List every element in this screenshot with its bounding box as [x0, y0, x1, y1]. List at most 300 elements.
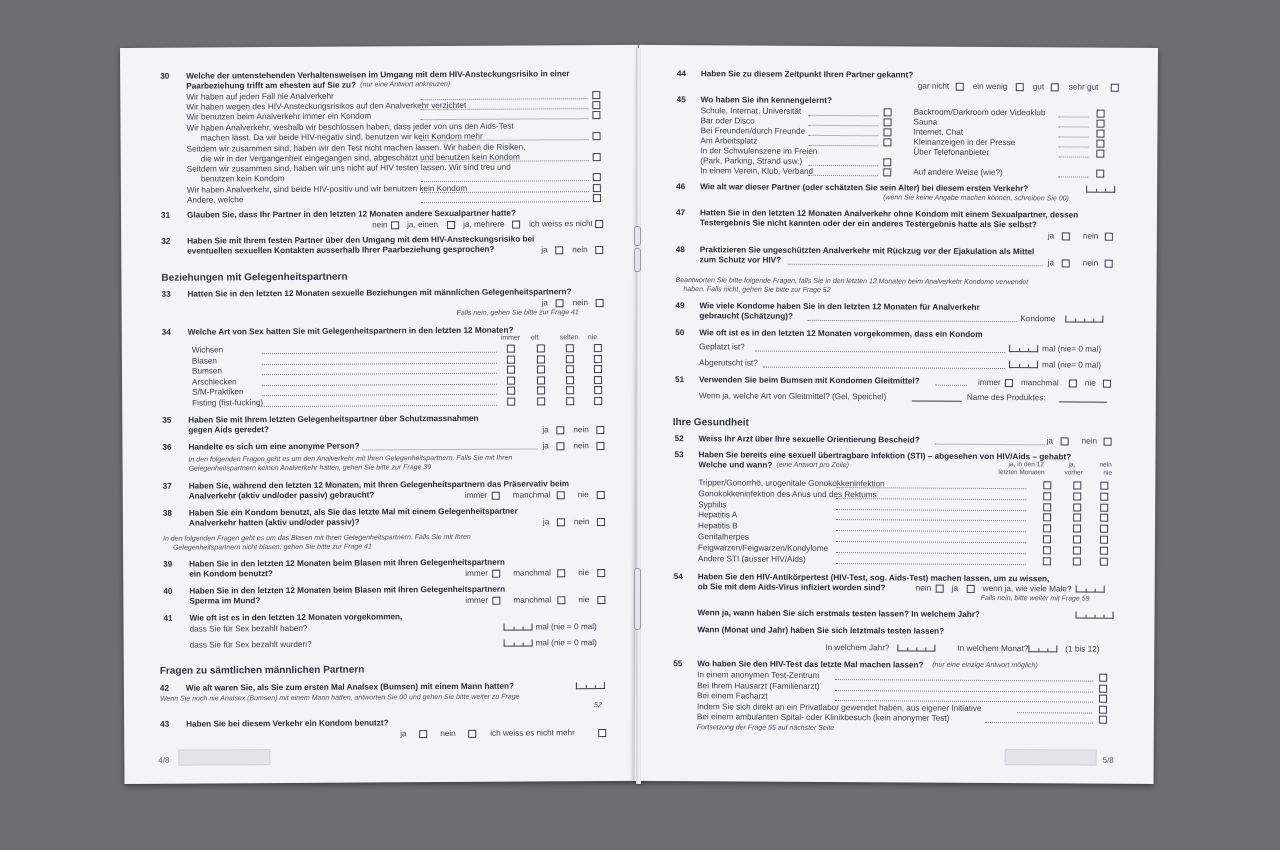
- matrix-row-label: Fisting (fist-fucking): [192, 397, 264, 408]
- question-number: 49: [675, 301, 685, 311]
- option-label: ja: [542, 517, 550, 527]
- dotted-leader: [1058, 156, 1088, 157]
- checkbox[interactable]: [1073, 525, 1081, 533]
- question-text: Haben Sie ein Kondom benutzt, als Sie das letzte Mal mit einem Gelegenheitspartner: [188, 506, 518, 518]
- dotted-leader: [421, 180, 589, 182]
- option-label: nein: [572, 298, 589, 308]
- dotted-leader: [835, 679, 1093, 682]
- sub-question: Wenn ja, welche Art von Gleitmittel? (Gel, Speichel): [698, 391, 887, 402]
- checkbox[interactable]: [598, 729, 606, 737]
- checkbox[interactable]: [537, 344, 545, 352]
- question-number: 45: [676, 95, 686, 105]
- checkbox[interactable]: [557, 518, 565, 526]
- question-text: zum Schutz vor HIV?: [699, 255, 782, 265]
- question-text: Wie alt war dieser Partner (oder schätzten Sie sein Alter) bei diesem ersten Verkehr?: [700, 182, 1029, 194]
- question-number: 39: [163, 559, 173, 569]
- option-label: nein: [440, 728, 456, 739]
- question-number: 55: [673, 659, 683, 669]
- checkbox[interactable]: [594, 344, 602, 352]
- question-text: Paarbeziehung trifft am ehesten auf Sie zu?: [186, 80, 356, 91]
- checkbox[interactable]: [507, 376, 515, 384]
- checkbox[interactable]: [1043, 514, 1051, 522]
- dotted-leader: [836, 541, 1026, 543]
- checkbox[interactable]: [557, 491, 565, 499]
- checkbox[interactable]: [1100, 503, 1108, 511]
- checkbox[interactable]: [1051, 83, 1059, 91]
- checkbox[interactable]: [593, 132, 601, 140]
- option-label: nie: [578, 568, 590, 578]
- checkbox[interactable]: [592, 101, 600, 109]
- dotted-leader: [262, 383, 497, 385]
- sub-question: In welchem Jahr?: [825, 642, 890, 653]
- column-header: selten: [559, 334, 579, 342]
- checkbox[interactable]: [1103, 380, 1111, 388]
- option-label: ja: [541, 245, 548, 255]
- checkbox[interactable]: [967, 585, 975, 593]
- matrix-row-label: Hepatitis A: [698, 510, 738, 520]
- sub-question: dass Sie für Sex bezahlt haben?: [189, 623, 308, 634]
- checkbox[interactable]: [597, 569, 605, 577]
- option-label: nie: [578, 595, 590, 605]
- question-text: Haben Sie in den letzten 12 Monaten beim Blasen mit Ihren Gelegenheitspartnern: [189, 584, 506, 596]
- checkbox[interactable]: [507, 387, 515, 395]
- instruction-note: Beantworten Sie bitte folgende Fragen, falls Sie in den letzten 12 Monaten beim Analverkehr Kondome verwendet: [675, 277, 1029, 287]
- checkbox[interactable]: [1096, 140, 1104, 148]
- matrix-row-label: Arschlecken: [192, 376, 237, 387]
- question-number: 43: [160, 719, 170, 729]
- checkbox[interactable]: [1099, 674, 1107, 682]
- checkbox[interactable]: [1005, 379, 1013, 387]
- option-label: ein wenig: [972, 81, 1008, 92]
- checkbox[interactable]: [1099, 705, 1107, 713]
- question-text: Sperma im Mund?: [189, 596, 261, 606]
- checkbox[interactable]: [593, 153, 601, 161]
- option-label: wenn ja, wie viele Male?: [982, 583, 1072, 594]
- question-text: Wo haben Sie ihn kennengelernt?: [700, 95, 833, 106]
- dotted-leader: [1058, 136, 1088, 137]
- checkbox[interactable]: [1073, 535, 1081, 543]
- checkbox[interactable]: [883, 158, 891, 166]
- dotted-leader: [1017, 712, 1092, 713]
- dotted-leader: [836, 563, 1026, 565]
- unit-label: mal (nie = 0 mal): [535, 622, 597, 632]
- write-in-line: [1059, 401, 1107, 402]
- answer-option: Wir haben Analverkehr, sind beide HIV-positiv und wir benutzen kein Kondom: [186, 183, 468, 195]
- checkbox[interactable]: [884, 108, 892, 116]
- dotted-leader: [421, 139, 589, 141]
- digit-field[interactable]: [504, 623, 533, 630]
- digit-field[interactable]: [1076, 586, 1105, 593]
- option-label: nie: [577, 490, 589, 500]
- instruction-note: Wenn Sie noch nie Analsex (Bumsen) mit einem Mann hatten, antworten Sie 00 und gehen Sie bitte weiter zu Frage: [159, 693, 520, 703]
- answer-option: Internet, Chat: [913, 127, 964, 137]
- dotted-leader: [809, 115, 879, 116]
- checkbox[interactable]: [594, 376, 602, 384]
- option-label: ja: [541, 298, 548, 308]
- question-text: Hatten Sie in den letzten 12 Monaten Analverkehr ohne Kondom mit einem Sexualpartner, dessen: [699, 208, 1079, 220]
- answer-option: Wir benutzen beim Analverkehr immer ein Kondom: [186, 111, 372, 122]
- sub-question: dass Sie für Sex bezahlt wurden?: [189, 639, 312, 650]
- checkbox[interactable]: [566, 365, 574, 373]
- question-text: Wie viele Kondome haben Sie in den letzten 12 Monaten für Analverkehr: [699, 301, 980, 312]
- checkbox[interactable]: [1099, 716, 1107, 724]
- question-number: 40: [163, 586, 173, 596]
- checkbox[interactable]: [391, 221, 399, 229]
- column-header: ja,: [1068, 461, 1076, 469]
- instruction-note: Gelegenheitspartnern nicht blasen, gehen Sie bitte zur Frage 41: [173, 543, 372, 552]
- option-label: nie: [1084, 378, 1096, 388]
- option-label: immer: [465, 595, 489, 605]
- answer-option: Bei einem ambulanten Spital- oder Klinikbesuch (kein anonymer Test): [696, 712, 950, 724]
- option-label: ja: [400, 729, 407, 739]
- answer-option: Bei Freunden/durch Freunde: [700, 126, 806, 136]
- checkbox[interactable]: [566, 344, 574, 352]
- checkbox[interactable]: [1043, 503, 1051, 511]
- option-label: nein: [573, 517, 590, 527]
- column-header: nein: [1099, 461, 1112, 469]
- instruction-note: 52: [594, 702, 602, 710]
- instruction-note: In den folgenden Fragen geht es um das Blasen mit Ihren Gelegenheitspartnern. Falls Sie mit Ihren: [162, 533, 471, 543]
- dotted-leader: [763, 367, 1005, 369]
- option-label: ja: [951, 583, 959, 593]
- checkbox[interactable]: [1100, 557, 1108, 565]
- option-label: sehr gut: [1068, 82, 1099, 92]
- dotted-leader: [836, 509, 1026, 511]
- checkbox[interactable]: [1105, 233, 1113, 241]
- checkbox[interactable]: [507, 355, 515, 363]
- checkbox[interactable]: [593, 194, 601, 202]
- option-label: nein: [572, 245, 588, 255]
- write-in-line: [912, 401, 962, 402]
- checkbox[interactable]: [566, 397, 574, 405]
- digit-field[interactable]: [504, 639, 533, 646]
- checkbox[interactable]: [492, 597, 500, 605]
- question-text: Wann (Monat und Jahr) haben Sie sich letztmals testen lassen?: [697, 625, 945, 636]
- option-label: ja: [1046, 436, 1054, 446]
- section-heading: Fragen zu sämtlichen männlichen Partnern: [159, 664, 365, 677]
- option-label: ja, mehrere: [463, 219, 505, 229]
- checkbox[interactable]: [537, 397, 545, 405]
- instruction-note: (nur eine einzige Antwort möglich): [932, 661, 1038, 670]
- question-number: 44: [676, 69, 686, 79]
- question-number: 48: [675, 245, 685, 255]
- answer-option: Über Telefonanbieter: [913, 147, 990, 157]
- checkbox[interactable]: [1043, 524, 1051, 532]
- digit-field[interactable]: [1076, 612, 1114, 619]
- checkbox[interactable]: [557, 596, 565, 604]
- column-header: oft: [530, 334, 539, 342]
- option-label: nein: [1082, 258, 1099, 268]
- dotted-leader: [808, 165, 878, 166]
- dotted-leader: [808, 135, 878, 136]
- checkbox[interactable]: [1099, 695, 1107, 703]
- checkbox[interactable]: [1073, 481, 1081, 489]
- checkbox[interactable]: [1100, 525, 1108, 533]
- sub-question: Name des Produktes:: [966, 392, 1046, 403]
- checkbox[interactable]: [507, 345, 515, 353]
- checkbox[interactable]: [884, 118, 892, 126]
- right-page: [635, 45, 1158, 784]
- checkbox[interactable]: [1073, 557, 1081, 565]
- sub-question: Abgerutscht ist?: [699, 358, 758, 368]
- checkbox[interactable]: [1073, 546, 1081, 554]
- checkbox[interactable]: [1073, 514, 1081, 522]
- checkbox[interactable]: [596, 442, 604, 450]
- column-header: nie: [587, 334, 598, 342]
- dotted-leader: [808, 175, 878, 176]
- dotted-leader: [262, 362, 497, 364]
- digit-field[interactable]: [1009, 361, 1038, 368]
- dotted-leader: [420, 108, 588, 110]
- unit-label: mal (nie= 0 mal): [1042, 344, 1102, 354]
- checkbox[interactable]: [1043, 492, 1051, 500]
- checkbox[interactable]: [597, 491, 605, 499]
- question-number: 31: [160, 210, 171, 220]
- column-header: nie: [1103, 469, 1113, 477]
- question-number: 38: [162, 508, 172, 518]
- question-text: Haben Sie bei diesem Verkehr ein Kondom benutzt?: [186, 718, 389, 729]
- option-label: immer: [465, 568, 488, 578]
- checkbox[interactable]: [594, 365, 602, 373]
- checkbox[interactable]: [1043, 481, 1051, 489]
- checkbox[interactable]: [596, 426, 604, 434]
- checkbox[interactable]: [1096, 130, 1104, 138]
- answer-option: Bei Ihrem Hausarzt (Familienarzt): [697, 680, 820, 691]
- question-number: 46: [676, 182, 686, 192]
- checkbox[interactable]: [1061, 437, 1069, 445]
- answer-option: Bei einem Facharzt: [697, 691, 768, 701]
- digit-field[interactable]: [576, 682, 605, 689]
- staple: [634, 568, 641, 630]
- column-header: immer: [500, 334, 521, 342]
- checkbox[interactable]: [1100, 546, 1108, 554]
- digit-field[interactable]: [1009, 345, 1038, 352]
- checkbox[interactable]: [492, 492, 500, 500]
- dotted-leader: [362, 448, 537, 450]
- question-text: Welche Art von Sex hatten Sie mit Gelegenheitspartnern in den letzten 12 Monaten?: [187, 325, 514, 337]
- dotted-leader: [836, 552, 1026, 554]
- checkbox[interactable]: [419, 730, 427, 738]
- question-text: Welche und wann?: [698, 460, 773, 470]
- question-text: Hatten Sie in den letzten 12 Monaten sexuelle Beziehungen mit männlichen Gelegenheitspartnern?: [187, 287, 572, 299]
- digit-field[interactable]: [1065, 315, 1103, 322]
- answer-option: In einem anonymen Test-Zentrum: [697, 670, 820, 680]
- answer-option: Kleinanzeigen in der Presse: [913, 137, 1016, 148]
- matrix-row-label: Bumsen: [191, 366, 223, 376]
- checkbox[interactable]: [1096, 170, 1104, 178]
- checkbox[interactable]: [492, 570, 500, 578]
- checkbox[interactable]: [537, 355, 545, 363]
- checkbox[interactable]: [1073, 492, 1081, 500]
- dotted-leader: [935, 385, 967, 386]
- matrix-row-label: Genitalherpes: [697, 532, 750, 542]
- checkbox[interactable]: [1062, 232, 1070, 240]
- checkbox[interactable]: [1062, 259, 1070, 267]
- checkbox[interactable]: [1043, 546, 1051, 554]
- answer-option: Sauna: [913, 117, 938, 127]
- checkbox[interactable]: [1043, 557, 1051, 565]
- checkbox[interactable]: [883, 138, 891, 146]
- question-text: Haben Sie, während den letzten 12 Monaten, mit Ihren Gelegenheitspartnern das Präservativ beim: [188, 479, 570, 491]
- checkbox[interactable]: [1097, 110, 1105, 118]
- questionnaire-booklet: [120, 48, 1158, 784]
- section-heading: Ihre Gesundheit: [672, 417, 749, 429]
- matrix-row-label: S/M-Praktiken: [192, 387, 244, 397]
- dotted-leader: [262, 352, 497, 354]
- question-text: eventuellen sexuellen Kontakten ausserhalb Ihrer Paarbeziehung gesprochen?: [187, 244, 495, 256]
- checkbox[interactable]: [1016, 83, 1024, 91]
- checkbox[interactable]: [594, 386, 602, 394]
- checkbox[interactable]: [566, 376, 574, 384]
- question-text: Handelte es sich um eine anonyme Person?: [188, 441, 360, 452]
- checkbox[interactable]: [566, 386, 574, 394]
- checkbox[interactable]: [1097, 120, 1105, 128]
- answer-option: Indem Sie sich direkt an ein Privatlabor gewendet haben, aus eigener Initiative: [696, 701, 982, 713]
- checkbox[interactable]: [555, 246, 563, 254]
- checkbox[interactable]: [956, 83, 964, 91]
- checkbox[interactable]: [1096, 150, 1104, 158]
- matrix-row-label: Gonokokkeninfektion des Anus und des Rektums: [698, 488, 877, 500]
- question-number: 52: [674, 434, 684, 444]
- instruction-note: (nur eine Antwort ankreuzen): [360, 80, 451, 89]
- checkbox[interactable]: [592, 91, 600, 99]
- question-number: 50: [675, 328, 685, 338]
- question-text: gegen Aids geredet?: [188, 425, 270, 435]
- checkbox[interactable]: [1111, 84, 1119, 92]
- answer-option: In der Schwulenszene im Freien: [700, 146, 818, 156]
- checkbox[interactable]: [593, 184, 601, 192]
- instruction-note: (wenn Sie keine Angabe machen können, schreiben Sie 00): [883, 194, 1069, 203]
- question-number: 53: [674, 450, 684, 460]
- checkbox[interactable]: [1104, 438, 1112, 446]
- dotted-leader: [1058, 146, 1088, 147]
- question-text: ein Kondom benutzt?: [189, 569, 273, 579]
- dotted-leader: [262, 394, 497, 396]
- checkbox[interactable]: [507, 397, 515, 405]
- checkbox[interactable]: [1105, 260, 1113, 268]
- dotted-leader: [421, 191, 589, 193]
- option-label: manchmal: [513, 595, 552, 605]
- checkbox[interactable]: [597, 596, 605, 604]
- answer-option: die wir in der Vergangenheit eingegangen sind, abgeschätzt und benutzen kein Kondom: [200, 152, 520, 164]
- dotted-leader: [836, 498, 1026, 500]
- instruction-note: Gelegenheitspartnern keinen Analverkehr hatten, gehen Sie bitte zur Frage 39: [188, 464, 432, 473]
- answer-option: Am Arbeitsplatz: [700, 136, 758, 146]
- dotted-leader: [420, 118, 588, 120]
- checkbox[interactable]: [1099, 684, 1107, 692]
- digit-field[interactable]: [1086, 186, 1115, 193]
- matrix-row-label: Hepatitis B: [698, 521, 738, 531]
- checkbox[interactable]: [537, 365, 545, 373]
- question-text: Wie oft ist es in den letzten 12 Monaten vorgekommen,: [189, 612, 403, 623]
- checkbox[interactable]: [566, 355, 574, 363]
- checkbox[interactable]: [1073, 503, 1081, 511]
- question-number: 34: [161, 327, 171, 337]
- matrix-row-label: Blasen: [191, 355, 217, 366]
- question-text: ob Sie mit dem Aids-Virus infiziert worden sind?: [697, 582, 886, 593]
- checkbox[interactable]: [883, 168, 891, 176]
- checkbox[interactable]: [595, 220, 603, 228]
- option-label: nein: [573, 441, 589, 451]
- question-text: Analverkehr (aktiv und/oder passiv) gebraucht?: [188, 490, 375, 501]
- option-label: nein: [915, 583, 932, 593]
- question-number: 42: [159, 683, 170, 693]
- answer-option: Backroom/Darkroom oder Videoklub: [913, 107, 1046, 118]
- checkbox[interactable]: [507, 366, 515, 374]
- dotted-leader: [755, 351, 1005, 354]
- checkbox[interactable]: [936, 585, 944, 593]
- answer-option: machen lässt. Da wir beide HIV-negativ sind, benutzen wir kein Kondom mehr: [200, 131, 483, 143]
- answer-option: Wir haben Analverkehr, weshalb wir beschlossen haben, dass jeder von uns den Aids-Test: [186, 121, 514, 133]
- checkbox[interactable]: [537, 386, 545, 394]
- checkbox[interactable]: [556, 299, 564, 307]
- checkbox[interactable]: [597, 518, 605, 526]
- option-label: nein: [1081, 436, 1098, 446]
- digit-field[interactable]: [1028, 645, 1057, 652]
- question-text: Haben Sie bereits eine sexuell übertragbare Infektion (STI) – abgesehen von HIV/Aids – gehabt?: [698, 450, 1072, 462]
- checkbox[interactable]: [592, 111, 600, 119]
- question-text: Analverkehr hatten (aktiv und/oder passiv)?: [188, 517, 360, 528]
- option-label: ja: [542, 441, 549, 451]
- answer-option: Schule, Internat, Universität: [700, 106, 802, 116]
- option-label: nein: [1082, 231, 1099, 241]
- question-text: Haben Sie mit Ihrem letzten Gelegenheitspartner über Schutzmassnahmen: [188, 413, 479, 425]
- checkbox[interactable]: [594, 397, 602, 405]
- checkbox[interactable]: [556, 442, 564, 450]
- checkbox[interactable]: [1100, 492, 1108, 500]
- checkbox[interactable]: [594, 355, 602, 363]
- digit-field[interactable]: [897, 644, 935, 651]
- question-text: Welche der untenstehenden Verhaltensweisen im Umgang mit dem HIV-Ansteckungsrisiko in einer: [186, 69, 570, 81]
- checkbox[interactable]: [1100, 482, 1108, 490]
- question-number: 54: [673, 572, 683, 582]
- checkbox[interactable]: [557, 569, 565, 577]
- checkbox[interactable]: [883, 128, 891, 136]
- checkbox[interactable]: [512, 221, 520, 229]
- footer-logo-box: [178, 749, 270, 766]
- question-text: Wie oft ist es in den letzten 12 Monaten vorgekommen, dass ein Kondom: [699, 328, 983, 339]
- checkbox[interactable]: [447, 221, 455, 229]
- checkbox[interactable]: [596, 299, 604, 307]
- option-label: manchmal: [1020, 378, 1059, 388]
- checkbox[interactable]: [1100, 514, 1108, 522]
- answer-option: Wir haben auf jeden Fall nie Analverkehr: [186, 91, 334, 102]
- option-label: manchmal: [513, 568, 552, 578]
- checkbox[interactable]: [537, 376, 545, 384]
- page-number: 4/8: [158, 755, 170, 765]
- checkbox[interactable]: [1069, 379, 1077, 387]
- sub-question: Geplatzt ist?: [699, 342, 745, 352]
- dotted-leader: [1058, 176, 1088, 177]
- option-label: nein: [372, 220, 388, 230]
- answer-option: Wir haben wegen des HIV-Ansteckungsrisikos auf den Analverkehr verzichtet: [186, 100, 467, 112]
- checkbox[interactable]: [1043, 535, 1051, 543]
- matrix-row-label: Feigwarzen/Feigwarzen/Kondylome: [697, 542, 829, 553]
- question-text: Wo haben Sie den HIV-Test das letzte Mal machen lassen?: [697, 659, 924, 670]
- dotted-leader: [808, 145, 878, 146]
- checkbox[interactable]: [468, 730, 476, 738]
- checkbox[interactable]: [1100, 536, 1108, 544]
- matrix-row-label: Syphilis: [698, 499, 727, 509]
- answer-option: benutzen kein Kondom: [200, 173, 285, 184]
- checkbox[interactable]: [595, 246, 603, 254]
- option-label: ja, einen: [407, 220, 439, 230]
- staple: [634, 248, 641, 272]
- question-number: 37: [162, 481, 172, 491]
- checkbox[interactable]: [556, 426, 564, 434]
- checkbox[interactable]: [593, 173, 601, 181]
- option-label: immer: [464, 490, 488, 500]
